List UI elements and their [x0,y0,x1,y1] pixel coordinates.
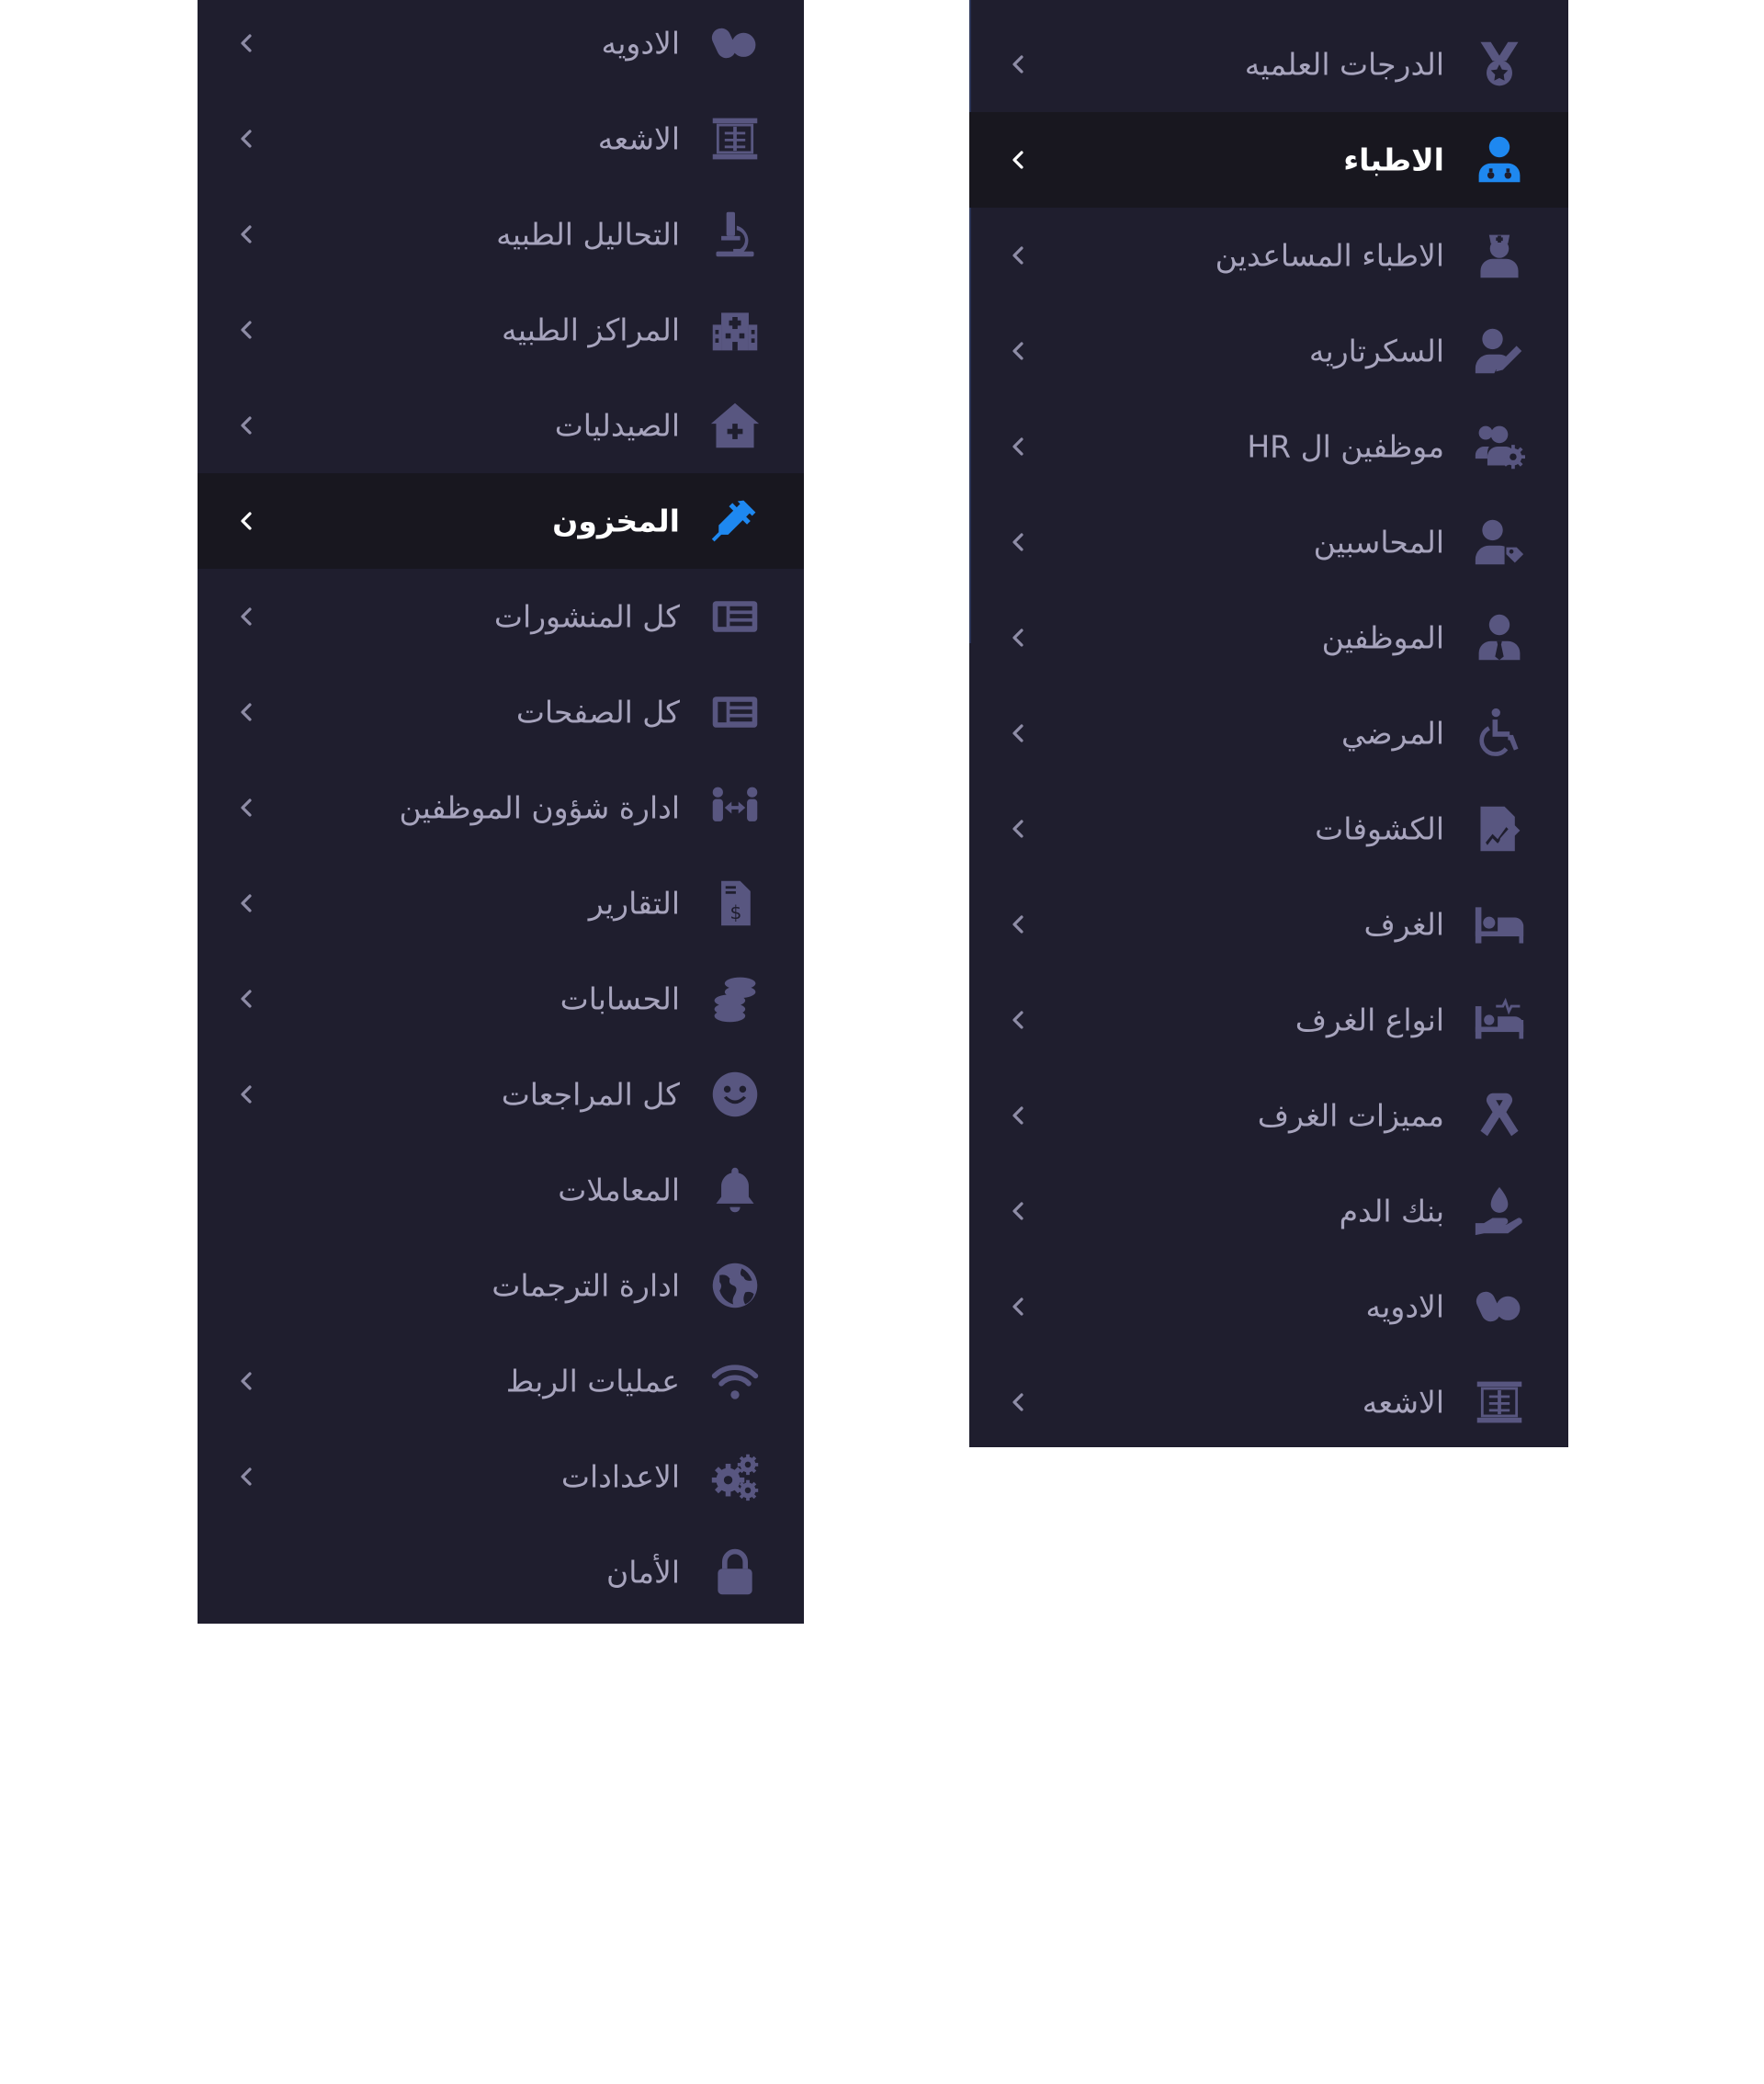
left-item-invoice-dollar[interactable] [198,855,804,951]
chevron-left-icon[interactable] [232,1367,260,1395]
menu-item-label: الصيدليات [554,407,680,444]
user-tag-icon [1472,515,1527,570]
menu-item-label: المحاسبين [1313,524,1444,561]
menu-item-label: الاشعه [1362,1384,1444,1421]
chevron-left-icon[interactable] [1004,1102,1032,1129]
menu-item-label: كل المنشورات [493,598,680,635]
menu-item-label: التقارير [588,885,680,922]
smile-icon [707,1067,763,1122]
right-item-user-tie[interactable] [969,590,1568,685]
bed-icon [1472,897,1527,952]
bell-icon [707,1162,763,1218]
ribbon-icon [1472,1088,1527,1143]
pills-icon [1472,1279,1527,1334]
right-item-pills[interactable] [969,1259,1568,1354]
menu-item-label: الاطباء [1343,142,1444,178]
right-item-bed[interactable] [969,877,1568,972]
menu-item-label: الكشوفات [1315,810,1444,847]
chevron-left-icon[interactable] [1004,815,1032,843]
menu-item-label: الموظفين [1321,619,1444,656]
right-item-bed-pulse[interactable] [969,972,1568,1068]
user-pen-icon [1472,323,1527,379]
menu-item-label: المرضي [1340,715,1444,752]
gears-icon [707,1449,763,1504]
menu-item-label: المخزون [552,503,680,539]
menu-item-label: انواع الغرف [1295,1002,1444,1038]
people-arrows-icon [707,780,763,835]
right-item-user-nurse[interactable] [969,208,1568,303]
chevron-left-icon[interactable] [232,698,260,726]
coins-icon [707,971,763,1026]
right-item-medal[interactable] [969,17,1568,112]
chevron-left-icon[interactable] [1004,1388,1032,1416]
wheelchair-icon [1472,706,1527,761]
clinic-house-icon [707,398,763,453]
left-item-clinic-house[interactable] [198,378,804,473]
chevron-left-icon[interactable] [1004,1293,1032,1320]
menu-item-label: الغرف [1363,906,1444,943]
menu-item-label: الحسابات [560,980,680,1017]
left-item-xray[interactable] [198,91,804,187]
menu-item-label: مميزات الغرف [1257,1097,1444,1134]
left-item-newspaper[interactable] [198,569,804,664]
menu-item-label: موظفين ال HR [1247,428,1444,465]
chevron-left-icon[interactable] [1004,433,1032,460]
menu-item-label: التحاليل الطبيه [496,216,680,253]
chevron-left-icon[interactable] [232,603,260,630]
right-item-hand-holding-droplet[interactable] [969,1163,1568,1259]
hospital-icon [707,302,763,357]
chevron-left-icon[interactable] [232,1081,260,1108]
chevron-left-icon[interactable] [1004,51,1032,78]
wifi-icon [707,1353,763,1409]
chevron-left-icon[interactable] [1004,1006,1032,1034]
menu-item-label: كل الصفحات [515,694,680,731]
chevron-left-icon[interactable] [1004,624,1032,651]
left-item-list-pages[interactable] [198,664,804,760]
chevron-left-icon[interactable] [232,889,260,917]
right-item-user-pen[interactable] [969,303,1568,399]
microscope-icon [707,207,763,262]
menu-item-label: المراكز الطبيه [502,311,680,348]
chevron-left-icon[interactable] [232,985,260,1013]
chevron-left-icon[interactable] [1004,528,1032,556]
left-item-syringe[interactable] [198,473,804,569]
left-item-pills[interactable] [198,0,804,91]
newspaper-icon [707,589,763,644]
chevron-left-icon[interactable] [232,1463,260,1490]
chevron-left-icon[interactable] [1004,146,1032,174]
bed-pulse-icon [1472,992,1527,1048]
right-item-users-gear[interactable] [969,399,1568,494]
right-item-user-doctor[interactable] [969,112,1568,208]
user-tie-icon [1472,610,1527,665]
chevron-left-icon[interactable] [232,412,260,439]
chevron-left-icon[interactable] [232,221,260,248]
hand-holding-droplet-icon [1472,1184,1527,1239]
menu-item-label: الادويه [1365,1288,1444,1325]
chevron-left-icon[interactable] [1004,911,1032,938]
right-item-xray[interactable] [969,1354,1568,1450]
list-pages-icon [707,685,763,740]
menu-item-label: عمليات الربط [505,1363,680,1399]
user-nurse-icon [1472,228,1527,283]
menu-item-label: السكرتاريه [1308,333,1444,369]
xray-icon [1472,1375,1527,1430]
left-item-hospital[interactable] [198,282,804,378]
chevron-left-icon[interactable] [1004,242,1032,269]
sidebar-menu-right [969,0,1568,1447]
chevron-left-icon[interactable] [232,125,260,153]
left-item-gears[interactable] [198,1429,804,1524]
left-item-lock[interactable] [198,1524,804,1620]
syringe-icon [707,493,763,549]
chevron-left-icon[interactable] [232,316,260,344]
chevron-left-icon[interactable] [1004,337,1032,365]
chevron-left-icon[interactable] [1004,719,1032,747]
menu-item-label: ادارة الترجمات [492,1267,680,1304]
file-chart-icon [1472,801,1527,856]
left-item-people-arrows[interactable] [198,760,804,855]
left-item-microscope[interactable] [198,187,804,282]
menu-item-label: الادويه [601,25,680,62]
medal-icon [1472,37,1527,92]
menu-item-label: ادارة شؤون الموظفين [399,789,680,826]
pills-icon [707,16,763,71]
chevron-left-icon[interactable] [232,507,260,535]
menu-item-label: الاعدادات [560,1458,680,1495]
menu-item-label: الدرجات العلميه [1244,46,1444,83]
left-item-smile[interactable] [198,1047,804,1142]
menu-item-label: المعاملات [558,1172,680,1208]
right-item-ribbon[interactable] [969,1068,1568,1163]
globe-icon [707,1258,763,1313]
invoice-dollar-icon [707,876,763,931]
left-item-wifi[interactable] [198,1333,804,1429]
lock-icon [707,1545,763,1600]
chevron-left-icon[interactable] [232,794,260,821]
menu-item-label: بنك الدم [1339,1193,1444,1229]
menu-item-label: الاطباء المساعدين [1215,237,1444,274]
svg-text:$: $ [729,900,742,923]
users-gear-icon [1472,419,1527,474]
menu-item-label: كل المراجعات [501,1076,680,1113]
menu-item-label: الأمان [606,1554,680,1591]
chevron-left-icon[interactable] [1004,1197,1032,1225]
user-doctor-icon [1472,132,1527,187]
sidebar-menu-left [198,0,804,1624]
chevron-left-icon[interactable] [232,29,260,57]
xray-icon [707,111,763,166]
left-item-coins[interactable] [198,951,804,1047]
left-item-bell[interactable] [198,1142,804,1238]
right-item-user-tag[interactable] [969,494,1568,590]
left-item-globe[interactable] [198,1238,804,1333]
menu-item-label: الاشعه [597,120,680,157]
right-item-wheelchair[interactable] [969,685,1568,781]
right-item-file-chart[interactable] [969,781,1568,877]
